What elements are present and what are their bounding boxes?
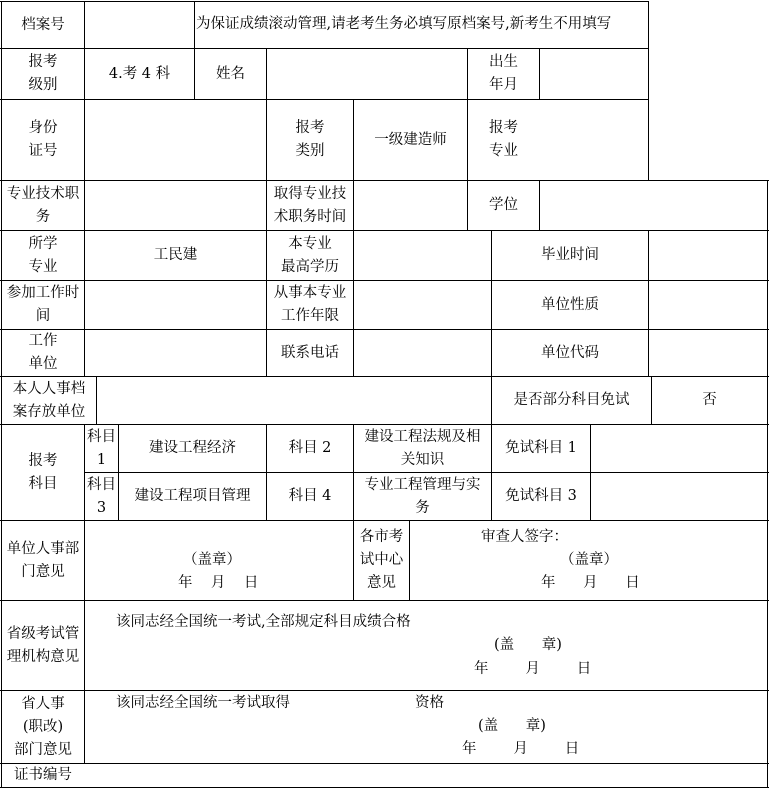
unit-nature-label: 单位性质 (541, 296, 599, 313)
archive-unit-input[interactable] (98, 378, 490, 423)
archive-no-input[interactable] (86, 3, 193, 47)
subject-2-label: 科目 2 (288, 440, 332, 456)
certificate-no-label: 证书编号 (14, 767, 72, 783)
certificate-no-input[interactable] (86, 765, 766, 786)
birth-label: 出生 年月 (489, 54, 518, 93)
subject-4-label: 科目 4 (288, 488, 332, 504)
obtain-time-label: 取得专业技 术职务时间 (273, 185, 347, 225)
obtain-time-input[interactable] (355, 182, 466, 229)
exempt-subject-1-label: 免试科目 1 (505, 440, 577, 456)
dept-seal: （盖章） (183, 552, 241, 568)
name-label: 姓名 (216, 65, 245, 82)
rule (767, 180, 768, 787)
archive-no-note: 为保证成绩滚动管理,请老考生务必填写原档案号,新考生不用填写 (196, 16, 612, 32)
rule (0, 180, 769, 181)
grad-time-input[interactable] (650, 232, 766, 279)
subject-3-name: 建设工程项目管理 (134, 488, 251, 504)
province-exam-statement: 该同志经全国统一考试,全部规定科目成绩合格 (116, 614, 411, 630)
province-hr-statement: 该同志经全国统一考试取得 (116, 695, 290, 711)
city-center-label: 各市考 试中心 意见 (359, 529, 404, 591)
reviewer-label: 审查人签字： (481, 529, 568, 545)
rule (648, 230, 649, 376)
work-start-input[interactable] (86, 282, 265, 328)
major-label: 报考 专业 (489, 120, 518, 159)
category-value: 一级建造师 (374, 131, 447, 148)
degree-label: 学位 (489, 197, 518, 213)
subject-3-label: 科目 3 (87, 476, 116, 516)
rule (266, 48, 267, 99)
studied-major-label: 所学 专业 (28, 235, 58, 275)
work-years-input[interactable] (355, 282, 490, 328)
unit-label: 工作 单位 (28, 333, 58, 372)
subject-1-label: 科目 1 (87, 428, 116, 468)
work-years-label: 从事本专业 工作年限 (273, 285, 347, 324)
province-exam-label: 省级考试管 理机构意见 (6, 625, 80, 665)
id-number-input[interactable] (86, 101, 265, 179)
dept-date: 年 月 日 (178, 575, 259, 591)
major-input[interactable] (541, 101, 647, 179)
pro-title-input[interactable] (86, 182, 265, 229)
province-exam-seal: (盖 章) (494, 637, 562, 653)
rule (648, 1, 649, 180)
name-input[interactable] (268, 50, 466, 98)
province-hr-label: 省人事 (职改) 部门意见 (14, 695, 72, 758)
dept-opinion-label: 单位人事部 门意见 (6, 540, 80, 580)
rule (0, 690, 769, 691)
subject-2-name: 建设工程法规及相 关知识 (364, 428, 481, 468)
exempt-value: 否 (702, 392, 717, 408)
archive-unit-label: 本人人事档 案存放单位 (12, 380, 86, 420)
phone-label: 联系电话 (281, 344, 339, 361)
province-hr-qualification: 资格 (415, 695, 444, 711)
studied-major-value: 工民建 (153, 247, 198, 263)
province-hr-seal: (盖 章) (478, 718, 546, 734)
work-start-label: 参加工作时 间 (6, 285, 80, 324)
rule (0, 329, 769, 330)
subject-1-name: 建设工程经济 (149, 440, 236, 456)
unit-nature-input[interactable] (650, 282, 766, 328)
rule (539, 180, 540, 230)
rule (0, 787, 769, 788)
work-unit-input[interactable] (86, 331, 265, 375)
rule (0, 600, 769, 601)
pro-title-label: 专业技术职 务 (6, 185, 80, 225)
subjects-label: 报考 科目 (28, 452, 58, 492)
rule (96, 376, 97, 424)
rule (0, 763, 769, 764)
rule (539, 48, 540, 99)
exempt-label: 是否部分科目免试 (513, 392, 630, 408)
province-exam-date: 年 月 日 (474, 661, 592, 677)
highest-edu-label: 本专业 最高学历 (281, 235, 339, 275)
rule (409, 520, 410, 600)
grad-time-label: 毕业时间 (541, 247, 599, 263)
degree-input[interactable] (541, 182, 766, 229)
exempt-subject-3-label: 免试科目 3 (505, 488, 577, 504)
highest-edu-input[interactable] (355, 232, 490, 279)
exempt-subject-1-input[interactable] (592, 426, 766, 471)
category-label: 报考 类别 (295, 120, 325, 159)
phone-input[interactable] (355, 331, 490, 375)
unit-code-input[interactable] (650, 331, 766, 375)
exempt-subject-3-input[interactable] (592, 474, 766, 519)
province-hr-date: 年 月 日 (462, 741, 580, 757)
level-value: 4.考 4 科 (108, 65, 171, 82)
city-seal: （盖章） (560, 552, 618, 568)
birth-input[interactable] (541, 50, 647, 98)
city-date: 年 月 日 (541, 575, 640, 591)
archive-no-label: 档案号 (21, 16, 65, 33)
level-label: 报考 级别 (28, 54, 58, 93)
id-label: 身份 证号 (28, 120, 58, 159)
rule (0, 1, 649, 2)
unit-code-label: 单位代码 (541, 344, 599, 361)
rule (0, 280, 769, 281)
rule (590, 424, 591, 520)
subject-4-name: 专业工程管理与实 务 (364, 476, 481, 516)
